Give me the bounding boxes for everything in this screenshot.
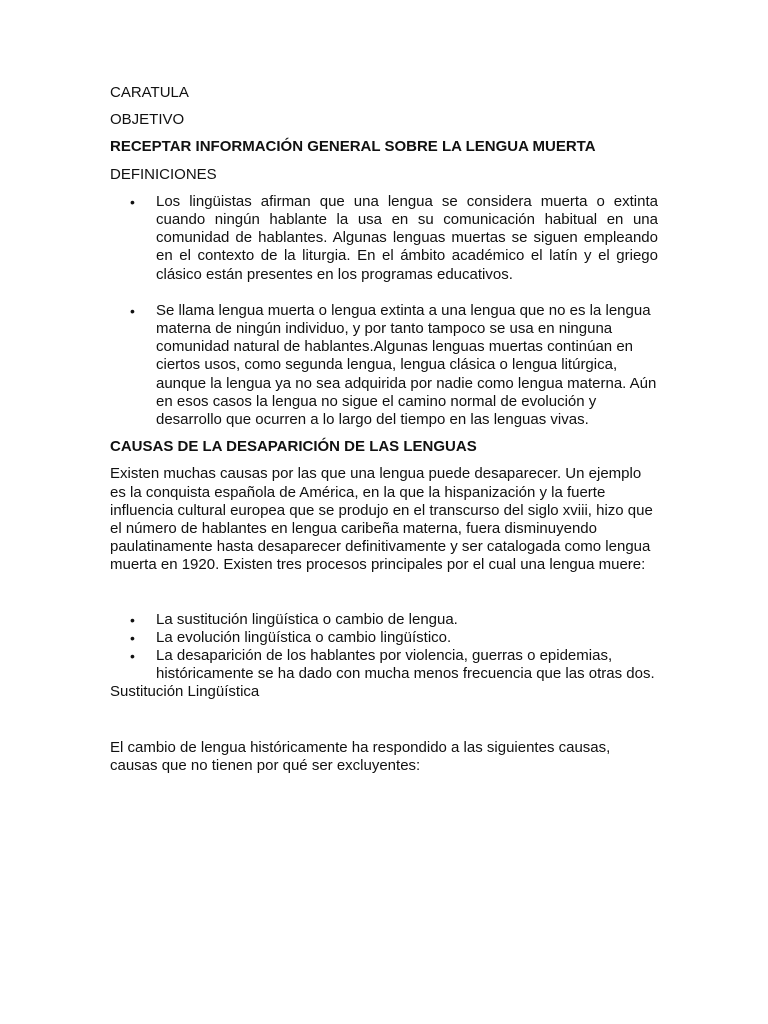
process-text: La sustitución lingüística o cambio de lengua. [156, 610, 458, 628]
causas-paragraph: Existen muchas causas por las que una lengua puede desaparecer. Un ejemplo es la conquista española de América, en la que la hispanización y la fuerte influencia cultural europea que se produjo en el transcurso del siglo xviii, hizo que el número de hablantes en lengua caribeña materna, fuera disminuyendo paulatinamente hasta desaparecer definitivamente y ser catalogada como lengua muerta en 1920. Existen tres procesos principales por el cual una lengua muere: [110, 465, 653, 574]
process-text: La evolución lingüística o cambio lingüístico. [156, 628, 452, 646]
heading-objetivo: OBJETIVO [110, 111, 185, 129]
heading-causas: CAUSAS DE LA DESAPARICIÓN DE LAS LENGUAS [110, 438, 477, 456]
bullet-icon: • [130, 629, 135, 646]
process-item [110, 647, 658, 683]
definition-item [110, 302, 658, 429]
bullet-icon: • [130, 648, 135, 665]
heading-caratula: CARATULA [110, 84, 189, 101]
bullet-icon: • [130, 302, 135, 319]
heading-definiciones: DEFINICIONES [110, 165, 217, 183]
processes-list [110, 611, 658, 684]
bullet-icon: • [130, 193, 135, 210]
definition-item [110, 193, 658, 284]
objetivo-statement: RECEPTAR INFORMACIÓN GENERAL SOBRE LA LENGUA MUERTA [110, 138, 596, 156]
definition-text: Se llama lengua muerta o lengua extinta a una lengua que no es la lengua materna de ningún individuo, y por tanto tampoco se usa en ninguna comunidad natural de hablantes.Algunas lenguas muertas continúan en ciertos usos, como segunda lengua, lengua clásica o lengua litúrgica, aunque la lengua ya no sea adquirida por nadie como lengua materna. Aún en esos casos la lengua no sigue el camino normal de evolución y desarrollo que ocurren a lo largo del tiempo en las lenguas vivas. [156, 301, 657, 429]
heading-sustitucion: Sustitución Lingüística [110, 683, 260, 701]
definitions-list [110, 193, 658, 429]
definition-text: Los lingüistas afirman que una lengua se considera muerta o extinta cuando ningún hablante la usa en su comunicación habitual en una comunidad de hablantes. Algunas lenguas muertas se siguen empleando en el contexto de la liturgia. En el ámbito académico el latín y el griego clásico están presentes en los programas educativos. [156, 192, 658, 283]
process-text: La desaparición de los hablantes por violencia, guerras o epidemias, históricamente se ha dado con mucha menos frecuencia que las otras dos. [156, 647, 655, 683]
process-item [110, 611, 658, 629]
document-page [110, 84, 658, 775]
process-item [110, 629, 658, 647]
bullet-icon: • [130, 611, 135, 628]
sustitucion-paragraph: El cambio de lengua históricamente ha respondido a las siguientes causas, causas que no tienen por qué ser excluyentes: [110, 738, 611, 774]
